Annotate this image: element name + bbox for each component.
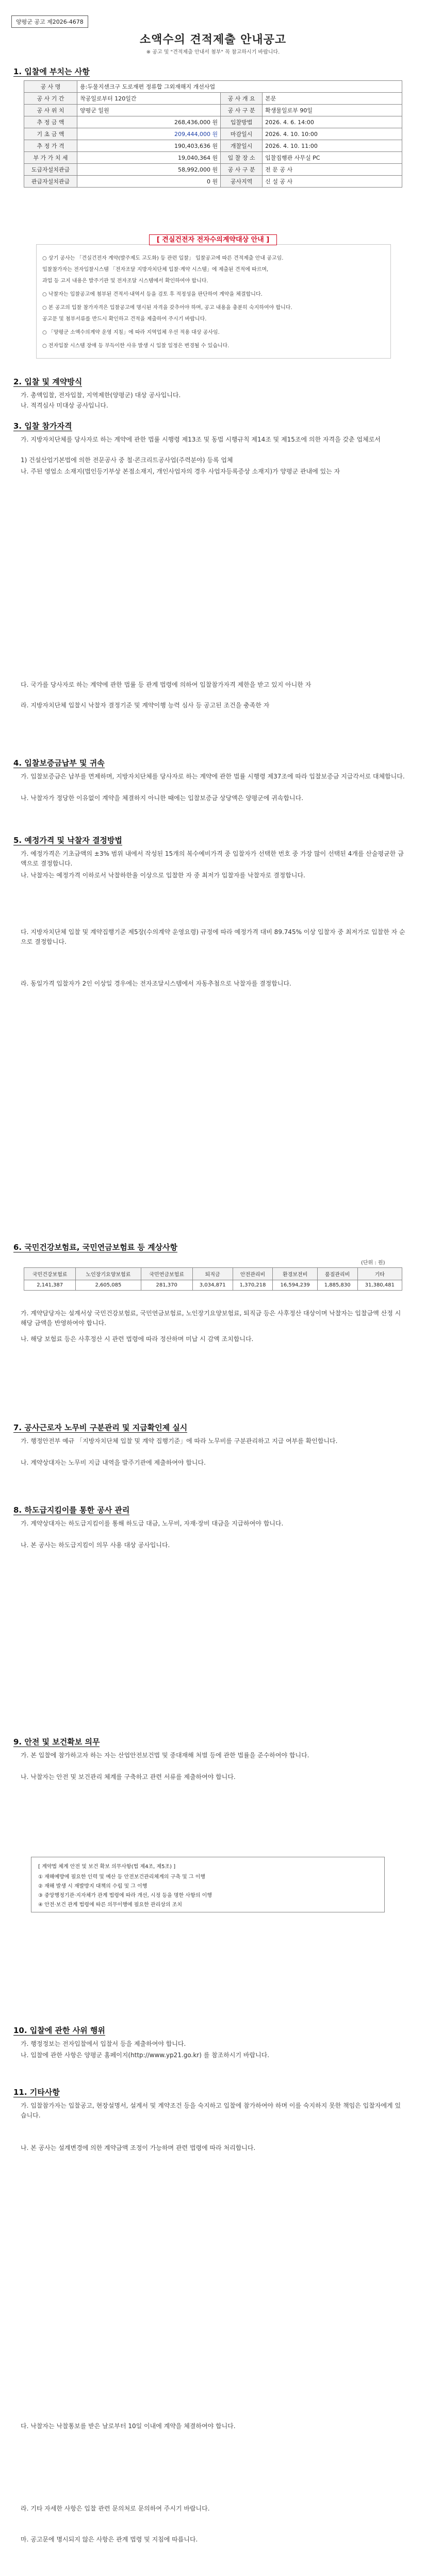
section-5-text: 나. 낙찰자는 예정가격 이하로서 낙찰하한율 이상으로 입찰한 자 중 최저가 입찰자를 낙찰자로 결정합니다.	[21, 872, 305, 879]
table-cell: 기 초 금 액	[24, 128, 77, 140]
notice-line: 입찰참가자는 전자입찰시스템 「전자조달 지방자치단체 입찰·계약 시스템」에 제출된 견적에 따르며,	[42, 267, 269, 273]
table-header: 퇴직금	[192, 1268, 233, 1280]
section-11-title: 11. 기타사항	[13, 2088, 60, 2097]
section-1-title: 1. 입찰에 부치는 사항	[13, 67, 90, 76]
section-9-text: 나. 낙찰자는 안전 및 보건관리 체계를 구축하고 관련 서류를 제출하여야 합니다.	[21, 1773, 236, 1781]
section-3-title: 3. 입찰 참가자격	[13, 421, 72, 431]
section-7-title: 7. 공사근로자 노무비 구분관리 및 지급확인제 실시	[13, 1423, 188, 1432]
table-cell: 본문	[263, 93, 402, 105]
bid-summary-table	[24, 80, 402, 188]
notice-box-title: [ 견실건전자 전자수의계약대상 안내 ]	[0, 234, 426, 244]
section-8-text: 가. 계약상대자는 하도급지킴이를 통해 하도급 대금, 노무비, 자재·장비 대금을 지급하여야 합니다.	[21, 1520, 284, 1527]
table-row	[24, 116, 402, 128]
section-7-text: 가. 행정안전부 예규 「지방자치단체 입찰 및 계약 집행기준」에 따라 노무비를 구분관리하고 지급 여부를 확인합니다.	[21, 1437, 338, 1445]
notice-number: 양평군 공고 제2026-4678	[11, 15, 88, 28]
table-row	[24, 93, 402, 105]
table-cell: 확생물일로부 90일	[263, 105, 402, 116]
safety-duty-line: ③ 중앙행정기관·지자체가 관계 법령에 따라 개선, 시정 등을 명한 사항의 이행	[38, 1893, 212, 1899]
table-row	[24, 81, 402, 93]
table-cell: 입찰방법	[221, 116, 263, 128]
section-11-text: 라. 기타 자세한 사항은 입찰 관련 문의처로 문의하여 주시기 바랍니다.	[21, 2505, 210, 2512]
table-cell: 관급자설치관급	[24, 176, 77, 188]
table-cell: 입 찰 장 소	[221, 152, 263, 164]
table-cell: 0 원	[77, 176, 221, 188]
section-8-title: 8. 하도급지킴이를 통한 공사 관리	[13, 1505, 130, 1515]
table-header: 환경보전비	[273, 1268, 317, 1280]
section-6-text: 가. 계약담당자는 설계서상 국민건강보험료, 국민연금보험료, 노인장기요양보험료, 퇴직금 등은 사후정산 대상이며 낙찰자는 입찰금액 산정 시 해당 금액을 반영하여야 합니다.	[21, 1310, 401, 1327]
section-6-text: 나. 해당 보험료 등은 사후정산 시 관련 법령에 따라 정산하며 미납 시 감액 조치합니다.	[21, 1335, 254, 1343]
section-10-text: 나. 입찰에 관한 사항은 양평군 홈페이지(http://www.yp21.go.kr) 를 참조하시기 바랍니다.	[21, 2052, 270, 2059]
table-cell: 58,992,000 원	[77, 164, 221, 176]
notice-line: 과업 등 고지 내용은 발주기관 및 전자조달 시스템에서 확인하여야 합니다.	[42, 278, 208, 284]
section-5-text: 라. 동일가격 입찰자가 2인 이상일 경우에는 전자조달시스템에서 자동추첨으로 낙찰자를 결정합니다.	[21, 980, 291, 987]
table-cell: 19,040,364 원	[77, 152, 221, 164]
table-cell: 190,403,636 원	[77, 140, 221, 152]
section-3-text: 다. 국가를 당사자로 하는 계약에 관한 법률 등 관계 법령에 의하여 입찰참가자격 제한을 받고 있지 아니한 자	[21, 681, 312, 688]
table-row	[24, 176, 402, 188]
table-cell: 268,436,000 원	[77, 116, 221, 128]
table-row	[24, 164, 402, 176]
table-cell: 31,380,481	[357, 1280, 402, 1291]
notice-line: 공고문 및 첨부서류를 반드시 확인하고 견적을 제출하여 주시기 바랍니다.	[42, 316, 207, 322]
notice-line: ○ 전자입찰 시스템 장애 등 부득이한 사유 발생 시 입찰 일정은 변경될 수 있습니다.	[42, 343, 230, 349]
notice-line: ○ 상기 공사는 「견실건전자 계약(발주제도 고도화) 등 관련 입찰」 입찰공고에 따른 견적제출 안내 공고임.	[42, 256, 284, 261]
table-header: 국민연금보험료	[141, 1268, 192, 1280]
section-3-text: 라. 지방자치단체 입찰시 낙찰자 결정기준 및 계약이행 능력 심사 등 공고된 조건을 충족한 자	[21, 702, 270, 709]
section-7-text: 나. 계약상대자는 노무비 지급 내역을 발주기관에 제출하여야 합니다.	[21, 1459, 206, 1466]
section-5-title: 5. 예정가격 및 낙찰자 결정방법	[13, 836, 122, 845]
section-10-title: 10. 입찰에 관한 사위 행위	[13, 2026, 105, 2035]
table-cell: 추 정 금 액	[24, 116, 77, 128]
section-2-title: 2. 입찰 및 계약방식	[13, 377, 83, 386]
section-5-text: 다. 지방자치단체 입찰 및 계약집행기준 제5장(수의계약 운영요령) 규정에 따라 예정가격 대비 89.745% 이상 입찰자 중 최저가로 입찰한 자 순으로 결정합니다.	[21, 928, 405, 945]
section-10-text: 가. 행정정보는 전자입찰에서 입찰서 등을 제출하여야 합니다.	[21, 2040, 186, 2047]
section-2-text: 가. 총액입찰, 전자입찰, 지역제한(양평군) 대상 공사입니다.	[21, 392, 181, 399]
table-cell: 부 가 가 치 세	[24, 152, 77, 164]
table-cell: 전 문 공 사	[263, 164, 402, 176]
table-row	[24, 128, 402, 140]
section-11-text: 다. 낙찰자는 낙찰통보를 받은 날로부터 10일 이내에 계약을 체결하여야 합니다.	[21, 2422, 236, 2430]
table-cell: 16,594,239	[273, 1280, 317, 1291]
unit-label: (단위 : 원)	[361, 1260, 385, 1266]
table-row	[24, 1280, 402, 1291]
section-3-text: 1) 건설산업기본법에 의한 전문공사 중 철·콘크리트공사업(주력분야) 등록 업체	[21, 456, 233, 464]
safety-duty-line: [ 계약법 체계 안전 및 보건 확보 의무사항(법 제4조, 제5조) ]	[38, 1864, 176, 1870]
section-9-title: 9. 안전 및 보건확보 의무	[13, 1737, 100, 1747]
table-cell: 착공일로부터 120일간	[77, 93, 221, 105]
table-cell: 마감일시	[221, 128, 263, 140]
page-subtitle: ※ 공고 및 "견적제출 안내서 첨부" 꼭 참고하시기 바랍니다.	[146, 49, 280, 55]
safety-duty-line: ① 재해예방에 필요한 인력 및 예산 등 안전보건관리체계의 구축 및 그 이행	[38, 1874, 206, 1880]
table-cell: 1,885,830	[317, 1280, 357, 1291]
section-4-text: 가. 입찰보증금은 납부를 면제하며, 지방자치단체를 당사자로 하는 계약에 관한 법률 시행령 제37조에 따라 입찰보증금 지급각서로 대체합니다.	[21, 773, 405, 780]
section-11-text: 가. 입찰참가자는 입찰공고, 현장설명서, 설계서 및 계약조건 등을 숙지하고 입찰에 참가하여야 하며 이를 숙지하지 못한 책임은 입찰자에게 있습니다.	[21, 2102, 401, 2119]
safety-duty-line: ② 재해 발생 시 재발방지 대책의 수립 및 그 이행	[38, 1884, 148, 1889]
notice-line: ○ 낙찰자는 입찰공고에 첨부된 견적서·내역서 등을 검토 후 적정성을 판단하여 계약을 체결합니다.	[42, 292, 263, 297]
table-cell: 3,034,871	[192, 1280, 233, 1291]
table-cell: 2,605,085	[76, 1280, 141, 1291]
table-cell: 2026. 4. 10. 11:00	[263, 140, 402, 152]
table-header: 국민건강보험료	[24, 1268, 76, 1280]
section-4-title: 4. 입찰보증금납부 및 귀속	[13, 758, 105, 768]
table-row	[24, 140, 402, 152]
page-title: 소액수의 견적제출 안내공고	[139, 33, 287, 46]
notice-line: ○ 「양평군 소액수의계약 운영 지침」에 따라 지역업체 우선 적용 대상 공사임.	[42, 330, 220, 335]
table-header: 노인장기요양보험료	[76, 1268, 141, 1280]
safety-duty-line: ④ 안전·보건 관계 법령에 따른 의무이행에 필요한 관리상의 조치	[38, 1902, 183, 1908]
table-cell: 공 사 개 요	[221, 93, 263, 105]
section-4-text: 나. 낙찰자가 정당한 이유없이 계약을 체결하지 아니한 때에는 입찰보증금 상당액은 양평군에 귀속합니다.	[21, 794, 304, 802]
table-cell: 281,370	[141, 1280, 192, 1291]
section-9-text: 가. 본 입찰에 참가하고자 하는 자는 산업안전보건법 및 중대재해 처벌 등에 관한 법률을 준수하여야 합니다.	[21, 1752, 309, 1759]
table-cell: 추 정 가 격	[24, 140, 77, 152]
table-header-row	[24, 1268, 402, 1280]
table-header: 기타	[357, 1268, 402, 1280]
section-5-text: 가. 예정가격은 기초금액의 ±3% 범위 내에서 작성된 15개의 복수예비가격 중 입찰자가 선택한 번호 중 가장 많이 선택된 4개를 산술평균한 금액으로 결정합니다.	[21, 850, 404, 867]
table-cell: 입찰집행관 사무실 PC	[263, 152, 402, 164]
table-header: 품질관리비	[317, 1268, 357, 1280]
table-cell: 공 사 위 치	[24, 105, 77, 116]
table-cell: 공 사 기 간	[24, 93, 77, 105]
table-cell: 2026. 4. 6. 14:00	[263, 116, 402, 128]
table-cell: 개찰일시	[221, 140, 263, 152]
table-cell: 공 사 구 분	[221, 105, 263, 116]
section-2-text: 나. 적격심사 미대상 공사입니다.	[21, 402, 108, 409]
table-cell: 공 사 구 분	[221, 164, 263, 176]
section-3-text: 가. 지방자치단체를 당사자로 하는 계약에 관한 법률 시행령 제13조 및 동법 시행규칙 제14조 및 제15조에 의한 자격을 갖춘 업체로서	[21, 436, 381, 443]
table-cell: 공 사 명	[24, 81, 77, 93]
section-11-text: 마. 공고문에 명시되지 않은 사항은 관계 법령 및 지침에 따릅니다.	[21, 2536, 198, 2543]
table-cell: 2026. 4. 10. 10:00	[263, 128, 402, 140]
table-cell: 공사지역	[221, 176, 263, 188]
notice-line: ○ 본 공고의 입찰 참가자격은 입찰공고에 명시된 자격을 갖추어야 하며, 공고 내용을 충분히 숙지하여야 합니다.	[42, 305, 292, 311]
section-6-title: 6. 국민건강보험료, 국민연금보험료 등 계상사항	[13, 1243, 178, 1252]
table-cell: 용:두물지센크구 도로재편 정류합 그외재해지 개선사업	[77, 81, 402, 93]
table-cell: 도급자설치관급	[24, 164, 77, 176]
table-header: 안전관리비	[233, 1268, 273, 1280]
table-cell: 209,444,000 원	[77, 128, 221, 140]
insurance-table	[24, 1267, 402, 1291]
table-cell: 2,141,387	[24, 1280, 76, 1291]
table-row	[24, 105, 402, 116]
table-cell: 신 설 공 사	[263, 176, 402, 188]
section-3-text: 나. 주된 영업소 소재지(법인등기부상 본점소재지, 개인사업자의 경우 사업자등록증상 소재지)가 양평군 관내에 있는 자	[21, 468, 340, 475]
table-cell: 양평군 일원	[77, 105, 221, 116]
table-cell: 1,370,218	[233, 1280, 273, 1291]
section-11-text: 나. 본 공사는 설계변경에 의한 계약금액 조정이 가능하며 관련 법령에 따라 처리합니다.	[21, 2144, 256, 2151]
table-row	[24, 152, 402, 164]
section-8-text: 나. 본 공사는 하도급지킴이 의무 사용 대상 공사입니다.	[21, 1541, 170, 1549]
